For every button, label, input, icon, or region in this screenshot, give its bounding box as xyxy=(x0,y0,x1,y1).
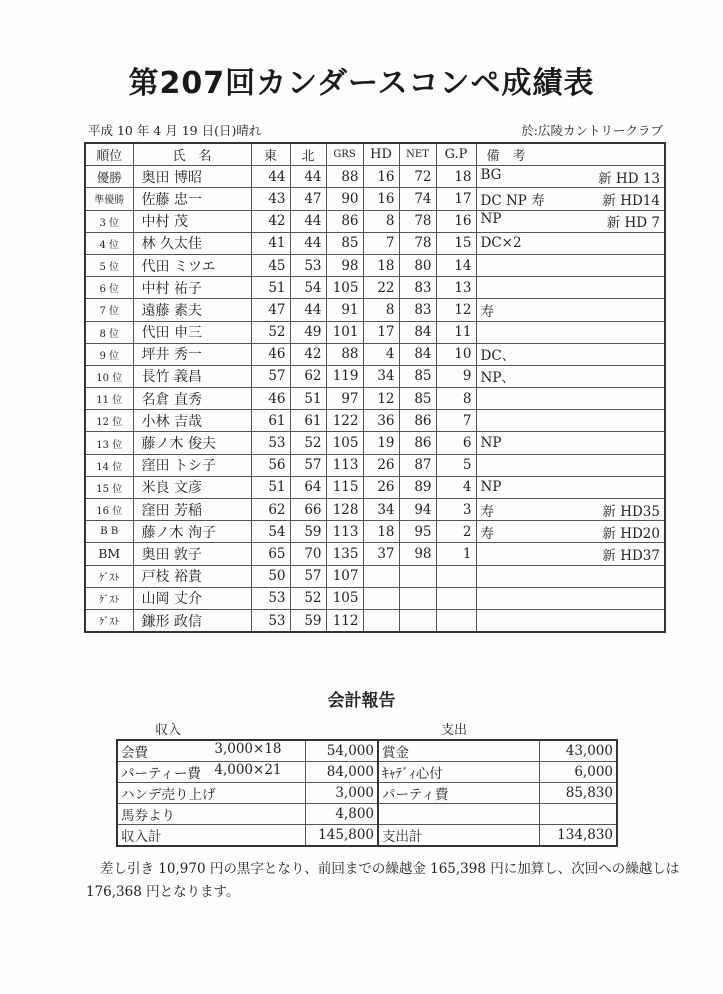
net-cell: 95 xyxy=(399,521,436,543)
notes-cell xyxy=(476,499,665,521)
venue: 於:広陵カントリークラブ xyxy=(521,123,663,138)
net-cell xyxy=(399,565,436,587)
name-cell: 長竹 義昌 xyxy=(133,365,251,387)
note-text: 寿 xyxy=(480,525,494,542)
handicap-cell: 26 xyxy=(363,476,399,498)
gross-cell: 105 xyxy=(326,587,363,609)
gross-cell: 88 xyxy=(326,166,363,188)
handicap-cell: 8 xyxy=(363,210,399,232)
east-score-cell: 51 xyxy=(251,277,290,299)
income-amount: 4,800 xyxy=(305,804,378,825)
gross-cell: 113 xyxy=(326,521,363,543)
income-calc: 4,000×21 xyxy=(214,762,282,778)
net-cell: 84 xyxy=(399,343,436,365)
gross-cell: 86 xyxy=(326,210,363,232)
rank-cell: B B xyxy=(85,521,133,543)
notes-cell xyxy=(476,476,665,498)
notes-cell xyxy=(476,188,665,210)
name-cell: 窪田 芳稲 xyxy=(133,499,251,521)
table-row xyxy=(85,609,665,632)
gross-cell: 97 xyxy=(326,388,363,410)
table-row xyxy=(85,254,665,276)
east-score-cell: 44 xyxy=(251,166,290,188)
gross-cell: 91 xyxy=(326,299,363,321)
header-hd: HD xyxy=(363,143,399,166)
net-cell: 86 xyxy=(399,410,436,432)
net-cell: 83 xyxy=(399,299,436,321)
rank-cell: ｹﾞｽﾄ xyxy=(85,565,133,587)
gp-cell: 12 xyxy=(436,299,476,321)
gp-cell: 17 xyxy=(436,188,476,210)
rank-cell: 準優勝 xyxy=(85,188,133,210)
north-score-cell: 49 xyxy=(290,321,326,343)
name-cell: 遠藤 素夫 xyxy=(133,299,251,321)
income-amount: 84,000 xyxy=(305,762,378,783)
north-score-cell: 44 xyxy=(290,210,326,232)
accounting-table xyxy=(116,739,618,847)
gross-cell: 119 xyxy=(326,365,363,387)
north-score-cell: 51 xyxy=(290,388,326,410)
notes-cell xyxy=(476,299,665,321)
header-notes: 備 考 xyxy=(476,143,665,166)
name-cell: 坪井 秀一 xyxy=(133,343,251,365)
new-handicap: 新 HD14 xyxy=(602,192,660,209)
handicap-cell: 34 xyxy=(363,499,399,521)
income-calc: 3,000×18 xyxy=(214,741,282,757)
east-score-cell: 53 xyxy=(251,587,290,609)
handicap-cell: 7 xyxy=(363,232,399,254)
north-score-cell: 54 xyxy=(290,277,326,299)
page-title: 第207回カンダースコンペ成績表 xyxy=(128,66,595,101)
income-amount: 145,800 xyxy=(305,825,378,847)
rank-cell: 15 位 xyxy=(85,476,133,498)
notes-cell xyxy=(476,343,665,365)
name-cell: 戸枝 裕貴 xyxy=(133,565,251,587)
net-cell: 98 xyxy=(399,543,436,565)
name-cell: 小林 吉哉 xyxy=(133,410,251,432)
name-cell: 米良 文彦 xyxy=(133,476,251,498)
income-amount: 3,000 xyxy=(305,783,378,804)
north-score-cell: 42 xyxy=(290,343,326,365)
east-score-cell: 45 xyxy=(251,254,290,276)
accounting-title: 会計報告 xyxy=(327,691,396,711)
note-text: BG xyxy=(480,166,502,183)
name-cell: 代田 ミツエ xyxy=(133,254,251,276)
header-rank: 順位 xyxy=(85,143,133,166)
table-row xyxy=(85,388,665,410)
gp-cell xyxy=(436,587,476,609)
note-text: DC、 xyxy=(480,348,516,365)
name-cell: 鎌形 政信 xyxy=(133,609,251,632)
notes-cell xyxy=(476,232,665,254)
notes-cell xyxy=(476,365,665,387)
notes-cell xyxy=(476,210,665,232)
handicap-cell: 4 xyxy=(363,343,399,365)
accounting-row xyxy=(117,783,617,804)
note-text: NP xyxy=(480,435,502,452)
north-score-cell: 59 xyxy=(290,521,326,543)
gross-cell: 122 xyxy=(326,410,363,432)
east-score-cell: 56 xyxy=(251,454,290,476)
table-row xyxy=(85,166,665,188)
expense-item: 賞金 xyxy=(378,740,539,762)
gp-cell: 1 xyxy=(436,543,476,565)
east-score-cell: 52 xyxy=(251,321,290,343)
header-grs: GRS xyxy=(326,143,363,166)
table-row xyxy=(85,343,665,365)
table-row xyxy=(85,521,665,543)
east-score-cell: 62 xyxy=(251,499,290,521)
handicap-cell: 36 xyxy=(363,410,399,432)
north-score-cell: 61 xyxy=(290,410,326,432)
rank-cell: 10 位 xyxy=(85,365,133,387)
gross-cell: 135 xyxy=(326,543,363,565)
notes-cell xyxy=(476,388,665,410)
gp-cell xyxy=(436,565,476,587)
notes-cell xyxy=(476,609,665,632)
north-score-cell: 44 xyxy=(290,232,326,254)
north-score-cell: 52 xyxy=(290,432,326,454)
rank-cell: BM xyxy=(85,543,133,565)
gp-cell: 13 xyxy=(436,277,476,299)
income-amount: 54,000 xyxy=(305,740,378,762)
new-handicap: 新 HD 7 xyxy=(606,215,660,232)
table-row xyxy=(85,476,665,498)
expense-label: 支出 xyxy=(441,723,468,738)
handicap-cell: 26 xyxy=(363,454,399,476)
note-text: NP、 xyxy=(480,370,515,387)
east-score-cell: 43 xyxy=(251,188,290,210)
north-score-cell: 66 xyxy=(290,499,326,521)
north-score-cell: 57 xyxy=(290,565,326,587)
net-cell xyxy=(399,609,436,632)
notes-cell xyxy=(476,565,665,587)
net-cell: 87 xyxy=(399,454,436,476)
table-row xyxy=(85,232,665,254)
gross-cell: 105 xyxy=(326,432,363,454)
north-score-cell: 53 xyxy=(290,254,326,276)
income-item-cell xyxy=(117,825,305,847)
gp-cell: 18 xyxy=(436,166,476,188)
rank-cell: 14 位 xyxy=(85,454,133,476)
new-handicap: 新 HD37 xyxy=(602,547,660,564)
accounting-row xyxy=(117,804,617,825)
gross-cell: 107 xyxy=(326,565,363,587)
net-cell: 84 xyxy=(399,321,436,343)
table-row xyxy=(85,277,665,299)
header-gp: G.P xyxy=(436,143,476,166)
rank-cell: 4 位 xyxy=(85,232,133,254)
north-score-cell: 59 xyxy=(290,609,326,632)
handicap-cell: 16 xyxy=(363,188,399,210)
rank-cell: 13 位 xyxy=(85,432,133,454)
gross-cell: 85 xyxy=(326,232,363,254)
net-cell: 89 xyxy=(399,476,436,498)
name-cell: 山岡 丈介 xyxy=(133,587,251,609)
handicap-cell: 16 xyxy=(363,166,399,188)
header-net: NET xyxy=(399,143,436,166)
table-row xyxy=(85,587,665,609)
income-item-cell xyxy=(117,762,305,783)
north-score-cell: 44 xyxy=(290,166,326,188)
table-row xyxy=(85,565,665,587)
table-row xyxy=(85,188,665,210)
table-row xyxy=(85,321,665,343)
expense-amount xyxy=(539,804,617,825)
rank-cell: 16 位 xyxy=(85,499,133,521)
rank-cell: 7 位 xyxy=(85,299,133,321)
gp-cell: 15 xyxy=(436,232,476,254)
income-item: パーティー費 xyxy=(121,766,201,782)
handicap-cell: 19 xyxy=(363,432,399,454)
income-label: 収入 xyxy=(155,723,182,738)
north-score-cell: 52 xyxy=(290,587,326,609)
net-cell: 80 xyxy=(399,254,436,276)
notes-cell xyxy=(476,432,665,454)
gross-cell: 115 xyxy=(326,476,363,498)
notes-cell xyxy=(476,277,665,299)
rank-cell: ｹﾞｽﾄ xyxy=(85,609,133,632)
expense-item: パーティ費 xyxy=(378,783,539,804)
header-east: 東 xyxy=(251,143,290,166)
rank-cell: ｹﾞｽﾄ xyxy=(85,587,133,609)
north-score-cell: 44 xyxy=(290,299,326,321)
gp-cell: 7 xyxy=(436,410,476,432)
handicap-cell xyxy=(363,587,399,609)
east-score-cell: 65 xyxy=(251,543,290,565)
north-score-cell: 62 xyxy=(290,365,326,387)
income-item: ハンデ売り上げ xyxy=(121,787,216,803)
gp-cell xyxy=(436,609,476,632)
note-text: 寿 xyxy=(480,503,494,520)
note-text: DC NP 寿 xyxy=(480,192,545,209)
expense-item: 支出計 xyxy=(378,825,539,847)
table-header-row xyxy=(85,143,665,166)
east-score-cell: 51 xyxy=(251,476,290,498)
rank-cell: 12 位 xyxy=(85,410,133,432)
summary-text: 差し引き 10,970 円の黒字となり、前回までの繰越金 165,398 円に加算し、次回への繰越しは 176,368 円となります。 xyxy=(86,861,680,900)
note-text: NP xyxy=(480,479,502,496)
note-text: DC×2 xyxy=(480,235,522,252)
east-score-cell: 57 xyxy=(251,365,290,387)
north-score-cell: 57 xyxy=(290,454,326,476)
name-cell: 藤ノ木 俊夫 xyxy=(133,432,251,454)
notes-cell xyxy=(476,321,665,343)
net-cell: 85 xyxy=(399,365,436,387)
name-cell: 奥田 博昭 xyxy=(133,166,251,188)
gp-cell: 3 xyxy=(436,499,476,521)
gp-cell: 16 xyxy=(436,210,476,232)
note-text: NP xyxy=(480,211,502,228)
gp-cell: 9 xyxy=(436,365,476,387)
east-score-cell: 41 xyxy=(251,232,290,254)
net-cell: 72 xyxy=(399,166,436,188)
east-score-cell: 53 xyxy=(251,609,290,632)
name-cell: 奥田 敦子 xyxy=(133,543,251,565)
notes-cell xyxy=(476,166,665,188)
rank-cell: 3 位 xyxy=(85,210,133,232)
gp-cell: 4 xyxy=(436,476,476,498)
accounting-row xyxy=(117,762,617,783)
gross-cell: 128 xyxy=(326,499,363,521)
handicap-cell: 34 xyxy=(363,365,399,387)
rank-cell: 11 位 xyxy=(85,388,133,410)
handicap-cell: 18 xyxy=(363,521,399,543)
expense-amount: 43,000 xyxy=(539,740,617,762)
gross-cell: 101 xyxy=(326,321,363,343)
net-cell: 78 xyxy=(399,232,436,254)
handicap-cell: 17 xyxy=(363,321,399,343)
gross-cell: 105 xyxy=(326,277,363,299)
east-score-cell: 46 xyxy=(251,388,290,410)
date-weather: 平成 10 年 4 月 19 日(日)晴れ xyxy=(88,123,262,138)
header-north: 北 xyxy=(290,143,326,166)
name-cell: 窪田 トシ子 xyxy=(133,454,251,476)
name-cell: 藤ノ木 洵子 xyxy=(133,521,251,543)
east-score-cell: 42 xyxy=(251,210,290,232)
net-cell: 74 xyxy=(399,188,436,210)
handicap-cell: 37 xyxy=(363,543,399,565)
rank-cell: 優勝 xyxy=(85,166,133,188)
name-cell: 林 久太佳 xyxy=(133,232,251,254)
name-cell: 名倉 直秀 xyxy=(133,388,251,410)
north-score-cell: 70 xyxy=(290,543,326,565)
gross-cell: 90 xyxy=(326,188,363,210)
income-item: 会費 xyxy=(121,745,148,761)
table-row xyxy=(85,454,665,476)
note-text: 寿 xyxy=(480,303,494,320)
net-cell: 86 xyxy=(399,432,436,454)
name-cell: 佐藤 忠一 xyxy=(133,188,251,210)
notes-cell xyxy=(476,587,665,609)
gp-cell: 6 xyxy=(436,432,476,454)
east-score-cell: 46 xyxy=(251,343,290,365)
gross-cell: 113 xyxy=(326,454,363,476)
handicap-cell xyxy=(363,565,399,587)
east-score-cell: 54 xyxy=(251,521,290,543)
handicap-cell: 8 xyxy=(363,299,399,321)
new-handicap: 新 HD35 xyxy=(602,503,660,520)
gp-cell: 11 xyxy=(436,321,476,343)
expense-amount: 85,830 xyxy=(539,783,617,804)
rank-cell: 5 位 xyxy=(85,254,133,276)
gross-cell: 98 xyxy=(326,254,363,276)
gp-cell: 14 xyxy=(436,254,476,276)
east-score-cell: 47 xyxy=(251,299,290,321)
rank-cell: 8 位 xyxy=(85,321,133,343)
handicap-cell: 18 xyxy=(363,254,399,276)
handicap-cell: 22 xyxy=(363,277,399,299)
new-handicap: 新 HD20 xyxy=(602,525,660,542)
table-row xyxy=(85,210,665,232)
income-item-cell xyxy=(117,740,305,762)
notes-cell xyxy=(476,254,665,276)
new-handicap: 新 HD 13 xyxy=(598,170,660,187)
notes-cell xyxy=(476,454,665,476)
gross-cell: 112 xyxy=(326,609,363,632)
table-row xyxy=(85,499,665,521)
accounting-row xyxy=(117,825,617,847)
notes-cell xyxy=(476,410,665,432)
notes-cell xyxy=(476,543,665,565)
income-item-cell xyxy=(117,783,305,804)
expense-item xyxy=(378,804,539,825)
net-cell: 85 xyxy=(399,388,436,410)
income-item: 収入計 xyxy=(121,829,162,845)
handicap-cell: 12 xyxy=(363,388,399,410)
east-score-cell: 53 xyxy=(251,432,290,454)
header-name: 氏 名 xyxy=(133,143,251,166)
gp-cell: 10 xyxy=(436,343,476,365)
east-score-cell: 50 xyxy=(251,565,290,587)
expense-amount: 6,000 xyxy=(539,762,617,783)
table-row xyxy=(85,365,665,387)
name-cell: 中村 茂 xyxy=(133,210,251,232)
accounting-row xyxy=(117,740,617,762)
east-score-cell: 61 xyxy=(251,410,290,432)
expense-item: ｷｬﾃﾞｨ心付 xyxy=(378,762,539,783)
gross-cell: 88 xyxy=(326,343,363,365)
north-score-cell: 47 xyxy=(290,188,326,210)
notes-cell xyxy=(476,521,665,543)
net-cell: 78 xyxy=(399,210,436,232)
name-cell: 中村 祐子 xyxy=(133,277,251,299)
gp-cell: 2 xyxy=(436,521,476,543)
north-score-cell: 64 xyxy=(290,476,326,498)
handicap-cell xyxy=(363,609,399,632)
net-cell: 83 xyxy=(399,277,436,299)
net-cell: 94 xyxy=(399,499,436,521)
income-item-cell xyxy=(117,804,305,825)
table-row xyxy=(85,410,665,432)
name-cell: 代田 申三 xyxy=(133,321,251,343)
income-item: 馬券より xyxy=(121,808,175,824)
rank-cell: 6 位 xyxy=(85,277,133,299)
gp-cell: 5 xyxy=(436,454,476,476)
expense-amount: 134,830 xyxy=(539,825,617,847)
gp-cell: 8 xyxy=(436,388,476,410)
table-row xyxy=(85,432,665,454)
table-row xyxy=(85,299,665,321)
net-cell xyxy=(399,587,436,609)
table-row xyxy=(85,543,665,565)
rank-cell: 9 位 xyxy=(85,343,133,365)
score-table xyxy=(84,142,666,633)
